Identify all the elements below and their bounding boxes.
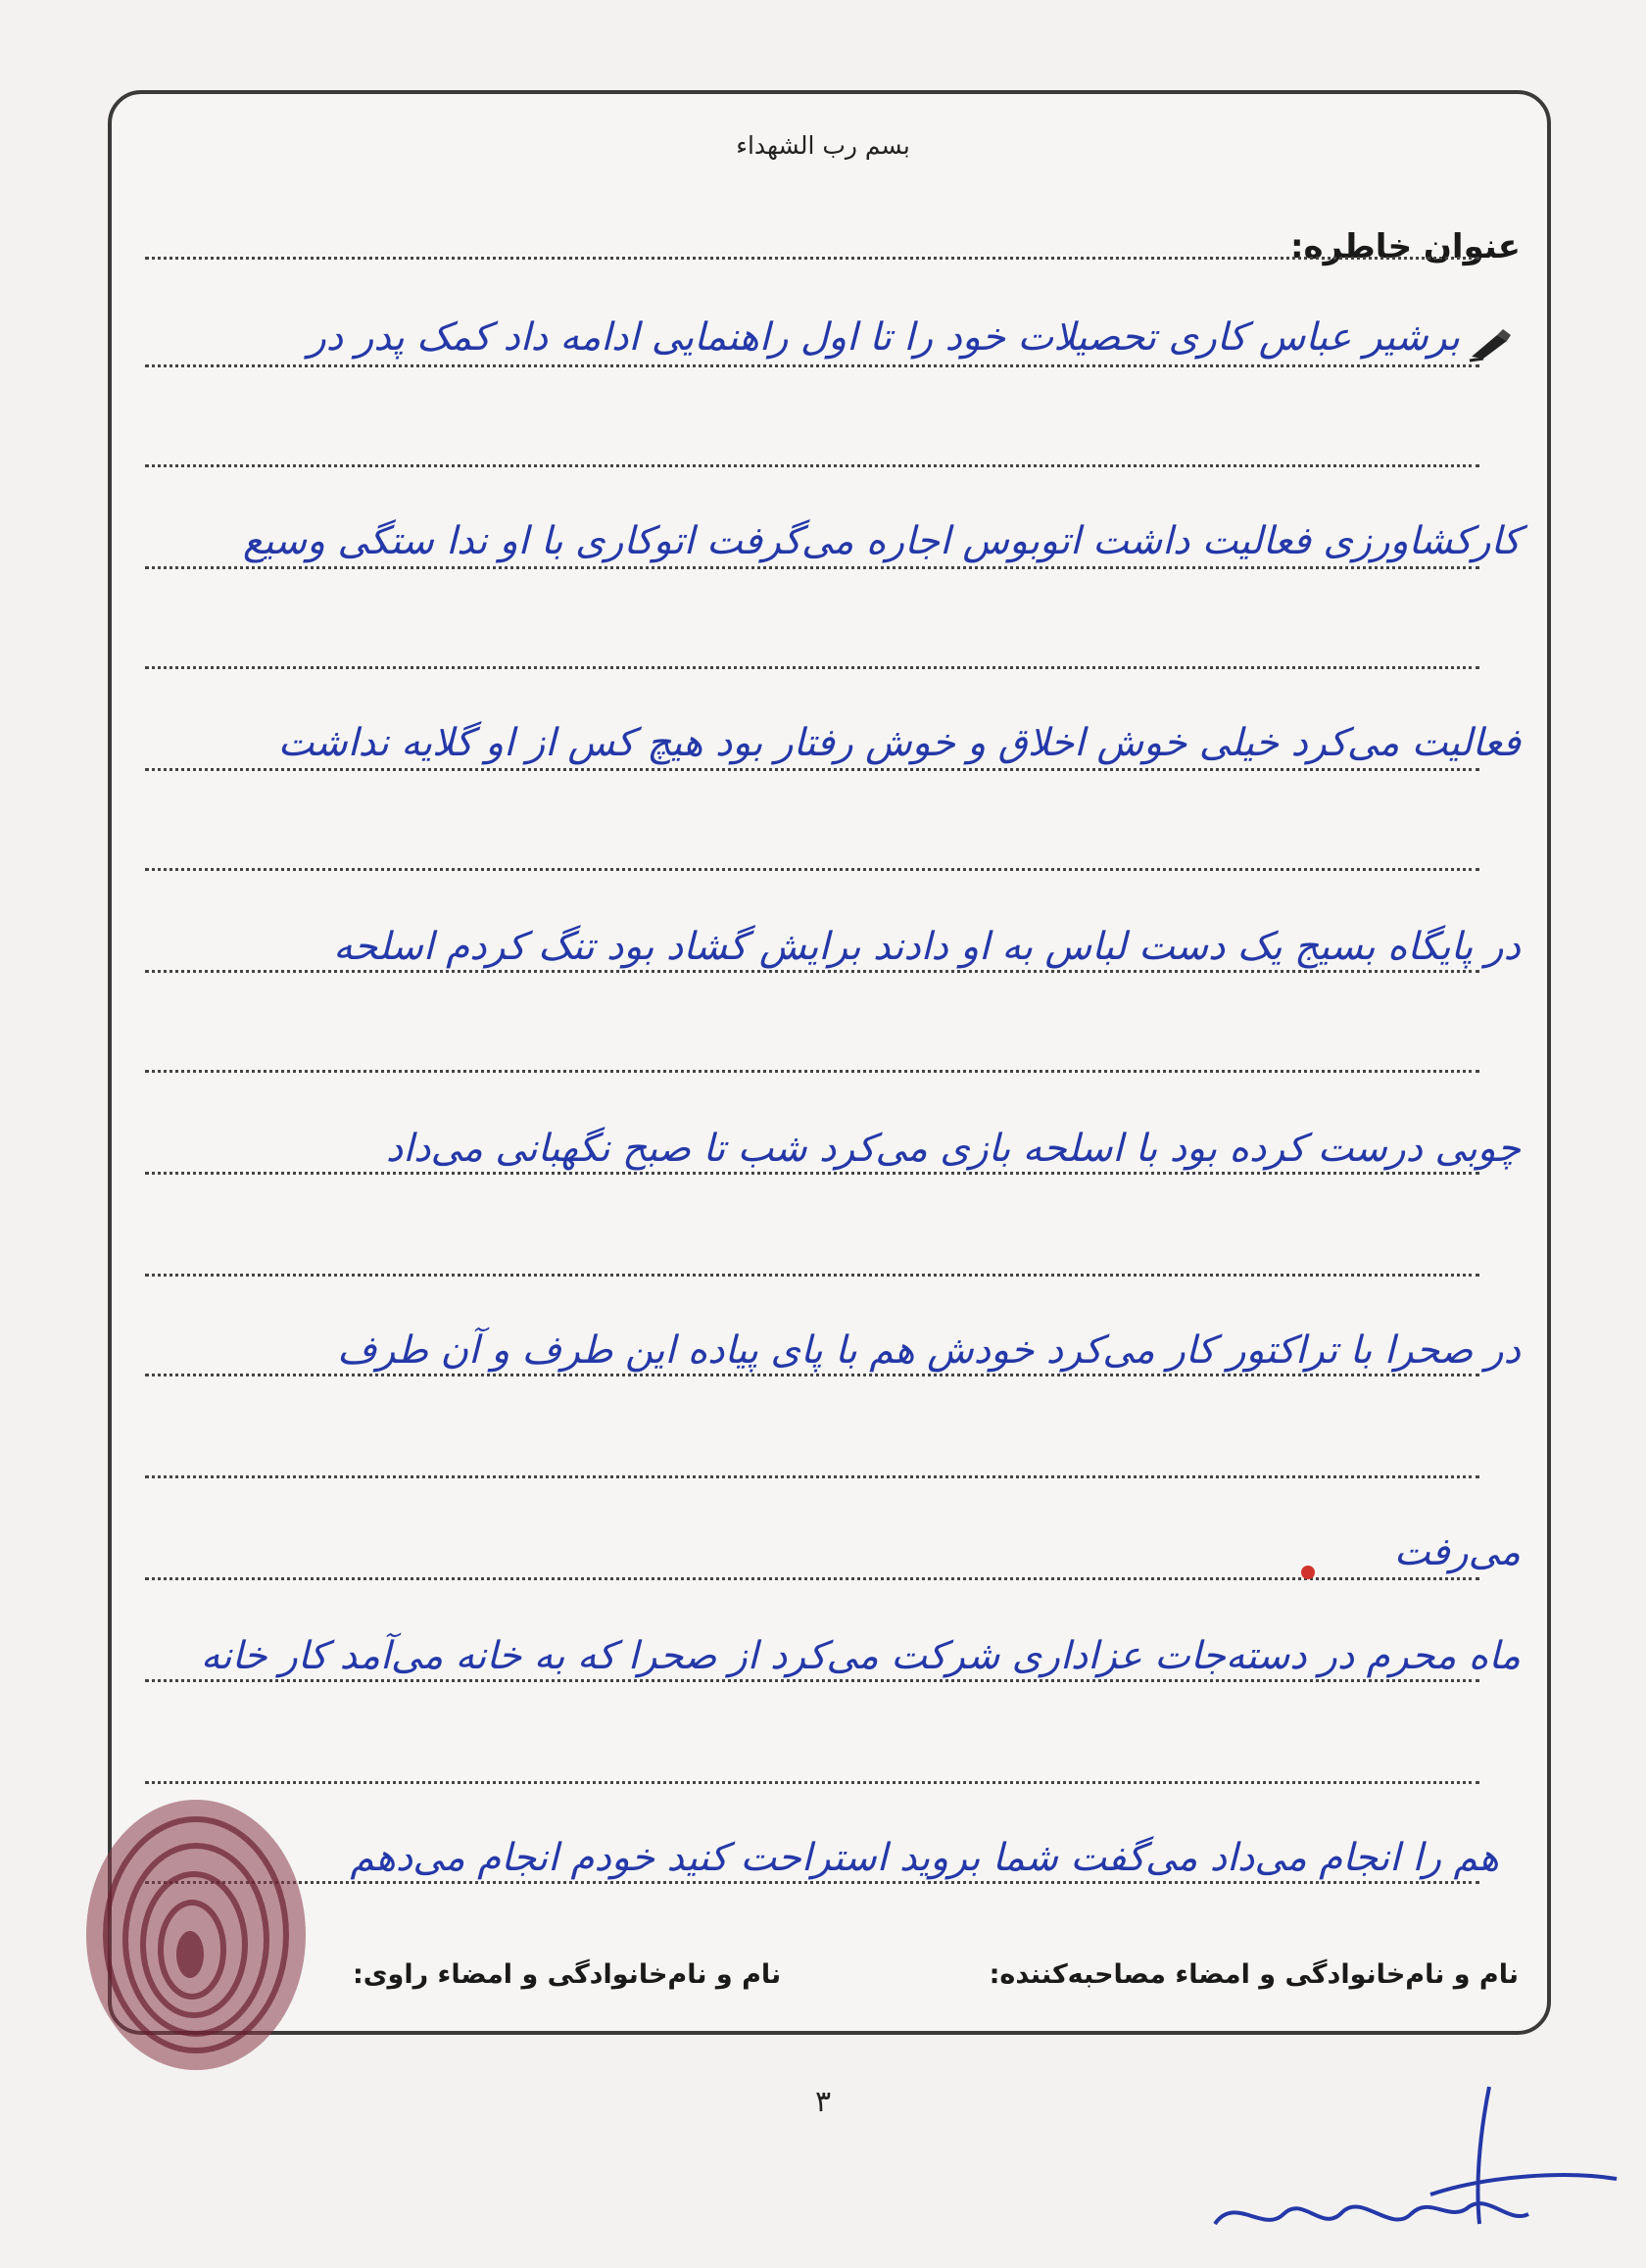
handwritten-signature (1195, 2077, 1626, 2253)
narrator-signature-label: نام و نام‌خانوادگی و امضاء راوی: (353, 1959, 782, 1990)
writing-line (145, 1881, 1479, 1884)
writing-hand-icon (1468, 327, 1513, 362)
writing-line (145, 464, 1479, 467)
interviewer-signature-label: نام و نام‌خانوادگی و امضاء مصاحبه‌کننده: (989, 1959, 1519, 1990)
red-ink-dot (1301, 1566, 1315, 1579)
writing-line (145, 1577, 1479, 1580)
writing-line (145, 666, 1479, 669)
handwritten-line: می‌رفت (1393, 1530, 1521, 1574)
writing-line (145, 1475, 1479, 1478)
memory-title-label: عنوان خاطره: (1289, 227, 1521, 266)
header-basmala: بسم رب الشهداء (736, 131, 910, 160)
handwritten-line: فعالیت می‌کرد خیلی خوش اخلاق و خوش رفتار بود هیچ کس از او گلایه نداشت (277, 721, 1521, 765)
writing-line (145, 1374, 1479, 1376)
writing-line (145, 1679, 1479, 1682)
writing-line (145, 364, 1479, 367)
handwritten-line: ماه محرم در دسته‌جات عزاداری شرکت می‌کرد از صحرا که به خانه می‌آمد کار خانه (200, 1634, 1521, 1678)
handwritten-line: در صحرا با تراکتور کار می‌کرد خودش هم با پای پیاده این طرف و آن طرف (337, 1328, 1521, 1373)
title-dotted-line (145, 257, 1479, 260)
handwritten-line: برشیر عباس کاری تحصیلات خود را تا اول راهنمایی ادامه داد کمک پدر در (307, 315, 1460, 360)
writing-line (145, 1070, 1479, 1073)
writing-line (145, 1172, 1479, 1175)
writing-line (145, 566, 1479, 569)
page-frame (108, 90, 1551, 2035)
handwritten-line: کارکشاورزی فعالیت داشت اتوبوس اجاره می‌گرفت اتوکاری با او ندا ستگی وسیع (242, 519, 1521, 563)
signature-footer (353, 1959, 1519, 1990)
writing-line (145, 1274, 1479, 1277)
writing-line (145, 1781, 1479, 1784)
fingerprint-stamp (78, 1793, 314, 2077)
writing-line (145, 970, 1479, 973)
handwritten-line: هم را انجام می‌داد می‌گفت شما بروید استراحت کنید خودم انجام می‌دهم (350, 1836, 1499, 1880)
page-number: ۳ (814, 2085, 832, 2119)
handwritten-line: در پایگاه بسیج یک دست لباس به او دادند برایش گشاد بود تنگ کردم اسلحه (333, 925, 1521, 969)
writing-line (145, 768, 1479, 771)
handwritten-line: چوبی درست کرده بود با اسلحه بازی می‌کرد شب تا صبح نگهبانی می‌داد (385, 1127, 1521, 1171)
writing-line (145, 868, 1479, 871)
